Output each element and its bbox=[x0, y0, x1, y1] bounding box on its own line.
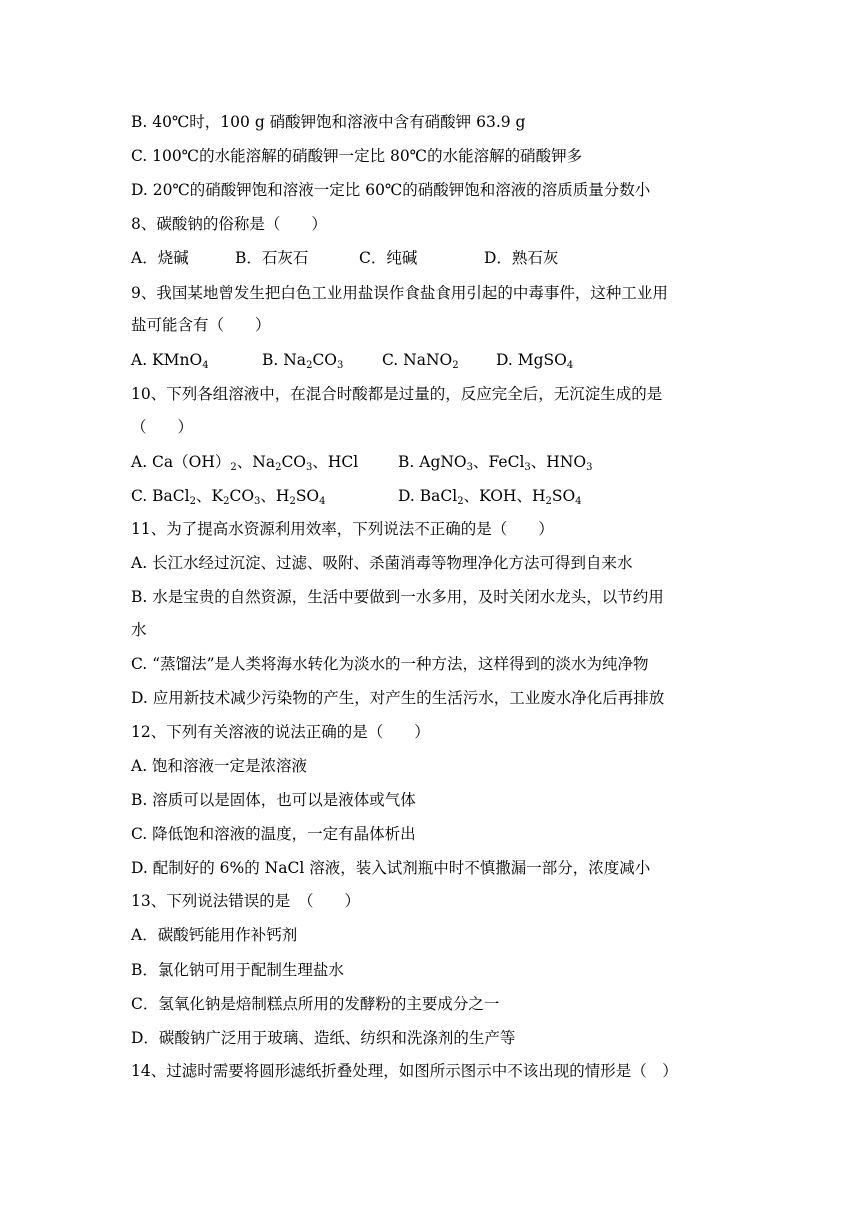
question-12: 12、下列有关溶液的说法正确的是（ ） bbox=[131, 723, 430, 741]
q13-option-c: C．氢氧化钠是焙制糕点所用的发酵粉的主要成分之一 bbox=[131, 995, 500, 1013]
q11-option-b-line-1: B. 水是宝贵的自然资源，生活中要做到一水多用，及时关闭水龙头，以节约用 bbox=[131, 588, 664, 606]
q12-option-a: A. 饱和溶液一定是浓溶液 bbox=[131, 757, 308, 775]
question-13: 13、下列说法错误的是 （ ） bbox=[131, 892, 360, 910]
q9-option-a: A. KMnO$_4$ bbox=[131, 351, 209, 371]
q10-option-d: D. BaCl$_2$、KOH、$H_2SO_4$ bbox=[398, 487, 582, 507]
q11-option-a: A. 长江水经过沉淀、过滤、吸附、杀菌消毒等物理净化方法可得到自来水 bbox=[131, 554, 633, 572]
q10-option-c: C. BaCl$_2$、$K_2CO_3$、$H_2SO_4$ bbox=[131, 487, 326, 507]
q13-option-b: B．氯化钠可用于配制生理盐水 bbox=[131, 961, 344, 979]
q10-option-b: B. AgNO$_3$、FeCl$_3$、$HNO_3$ bbox=[398, 453, 593, 473]
q9-options bbox=[131, 350, 573, 370]
q7-option-c: C. 100℃的水能溶解的硝酸钾一定比 80℃的水能溶解的硝酸钾多 bbox=[131, 147, 583, 165]
q12-option-c: C. 降低饱和溶液的温度，一定有晶体析出 bbox=[131, 825, 416, 843]
q12-option-b: B. 溶质可以是固体，也可以是液体或气体 bbox=[131, 791, 416, 809]
q11-option-d: D. 应用新技术减少污染物的产生，对产生的生活污水，工业废水净化后再排放 bbox=[131, 689, 665, 707]
q11-option-c: C. “蒸馏法”是人类将海水转化为淡水的一种方法，这样得到的淡水为纯净物 bbox=[131, 655, 649, 673]
q7-option-b: B. 40℃时，100 g 硝酸钾饱和溶液中含有硝酸钾 63.9 g bbox=[131, 113, 526, 131]
q11-option-b-line-2: 水 bbox=[131, 621, 147, 639]
q8-options bbox=[131, 248, 558, 268]
q10-options-cd bbox=[131, 486, 582, 506]
q7-option-d: D. 20℃的硝酸钾饱和溶液一定比 60℃的硝酸钾饱和溶液的溶质质量分数小 bbox=[131, 181, 651, 199]
question-10-line-1: 10、下列各组溶液中，在混合时酸都是过量的，反应完全后，无沉淀生成的是 bbox=[131, 385, 663, 403]
q13-option-a: A．碳酸钙能用作补钙剂 bbox=[131, 926, 298, 944]
q8-option-a: A．烧碱 bbox=[131, 249, 189, 267]
question-9-line-1: 9、我国某地曾发生把白色工业用盐误作食盐食用引起的中毒事件，这种工业用 bbox=[131, 284, 668, 302]
question-8: 8、碳酸钠的俗称是（ ） bbox=[131, 215, 327, 233]
question-9-line-2: 盐可能含有（ ） bbox=[131, 316, 271, 334]
q10-options-ab bbox=[131, 452, 592, 472]
q13-option-d: D．碳酸钠广泛用于玻璃、造纸、纺织和洗涤剂的生产等 bbox=[131, 1029, 516, 1047]
q8-option-c: C．纯碱 bbox=[359, 249, 418, 267]
q12-option-d: D. 配制好的 6%的 NaCl 溶液，装入试剂瓶中时不慎撒漏一部分，浓度减小 bbox=[131, 859, 651, 877]
q9-option-c: C. NaNO$_2$ bbox=[382, 351, 459, 371]
q9-option-b: B. $Na_2CO_3$ bbox=[262, 351, 344, 371]
question-10-line-2: （ ） bbox=[131, 418, 194, 436]
q8-option-d: D．熟石灰 bbox=[484, 249, 559, 267]
q9-option-d: D. MgSO$_4$ bbox=[496, 351, 574, 371]
q8-option-b: B．石灰石 bbox=[235, 249, 309, 267]
q10-option-a: A. $Ca(OH)_2$、$Na_2CO_3$、HCl bbox=[131, 453, 359, 473]
question-14: 14、过滤时需要将圆形滤纸折叠处理，如图所示图示中不该出现的情形是（ ） bbox=[131, 1062, 678, 1080]
question-11: 11、为了提高水资源利用效率，下列说法不正确的是（ ） bbox=[131, 520, 554, 538]
